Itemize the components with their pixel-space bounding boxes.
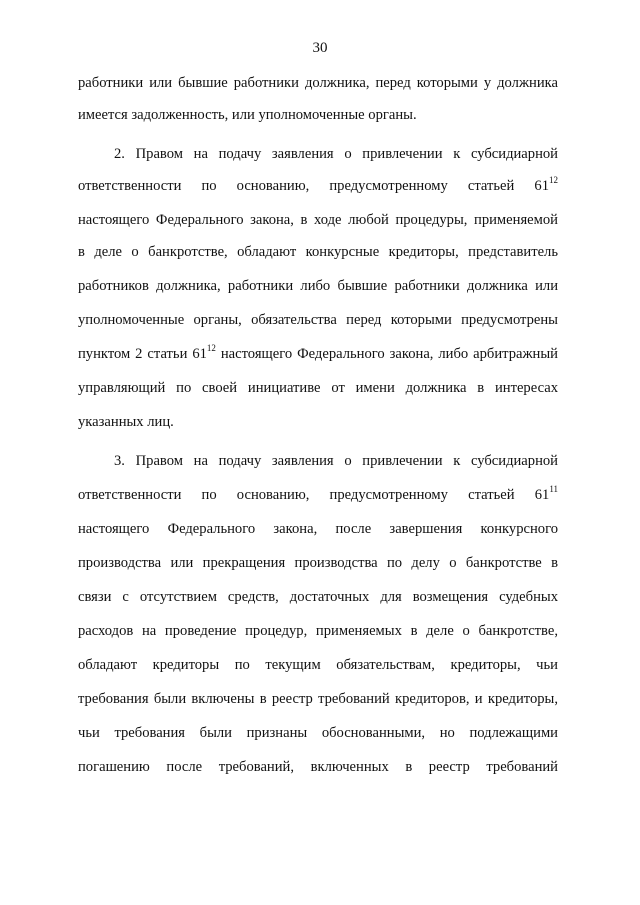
article-ref: 61 (534, 178, 549, 194)
text-fragment: настоящего Федерального закона, либо арбитражный (215, 346, 558, 362)
text-line: работников должника, работники либо бывшие работники должника или (78, 278, 558, 294)
text-line: расходов на проведение процедур, применяемых в деле о банкротстве, (78, 623, 558, 639)
text-line: обладают кредиторы по текущим обязательствам, кредиторы, чьи (78, 657, 558, 673)
superscript: 12 (206, 343, 216, 353)
text-fragment: ответственности по основанию, предусмотренному статьей (78, 178, 515, 194)
text-line: 3. Правом на подачу заявления о привлечении к субсидиарной (114, 453, 558, 469)
text-line: требования были включены в реестр требований кредиторов, и кредиторы, (78, 691, 558, 707)
article-ref: 61 (534, 487, 550, 503)
text-line: указанных лиц. (78, 414, 174, 430)
text-fragment: пунктом 2 статьи 61 (78, 346, 207, 362)
text-line (78, 176, 558, 196)
page-number: 30 (312, 40, 328, 56)
text-line (78, 485, 558, 505)
text-line: настоящего Федерального закона, в ходе любой процедуры, применяемой (78, 212, 558, 228)
text-fragment: ответственности по основанию, предусмотренному статьей (78, 487, 515, 503)
text-line: чьи требования были признаны обоснованными, но подлежащими (78, 725, 558, 741)
text-line: настоящего Федерального закона, после завершения конкурсного (78, 521, 558, 537)
text-line: уполномоченные органы, обязательства перед которыми предусмотрены (78, 312, 558, 328)
superscript: 11 (549, 484, 558, 494)
text-line: управляющий по своей инициативе от имени должника в интересах (78, 380, 558, 396)
text-line: производства или прекращения производства по делу о банкротстве в (78, 555, 558, 571)
text-line: погашению после требований, включенных в реестр требований (78, 759, 558, 775)
superscript: 12 (549, 175, 558, 185)
text-line: в деле о банкротстве, обладают конкурсные кредиторы, представитель (78, 244, 558, 260)
text-line (78, 344, 558, 364)
text-line: связи с отсутствием средств, достаточных для возмещения судебных (78, 589, 558, 605)
text-line: имеется задолженность, или уполномоченные органы. (78, 107, 417, 123)
text-line: работники или бывшие работники должника, перед которыми у должника (78, 75, 558, 91)
text-line: 2. Правом на подачу заявления о привлечении к субсидиарной (114, 146, 558, 162)
